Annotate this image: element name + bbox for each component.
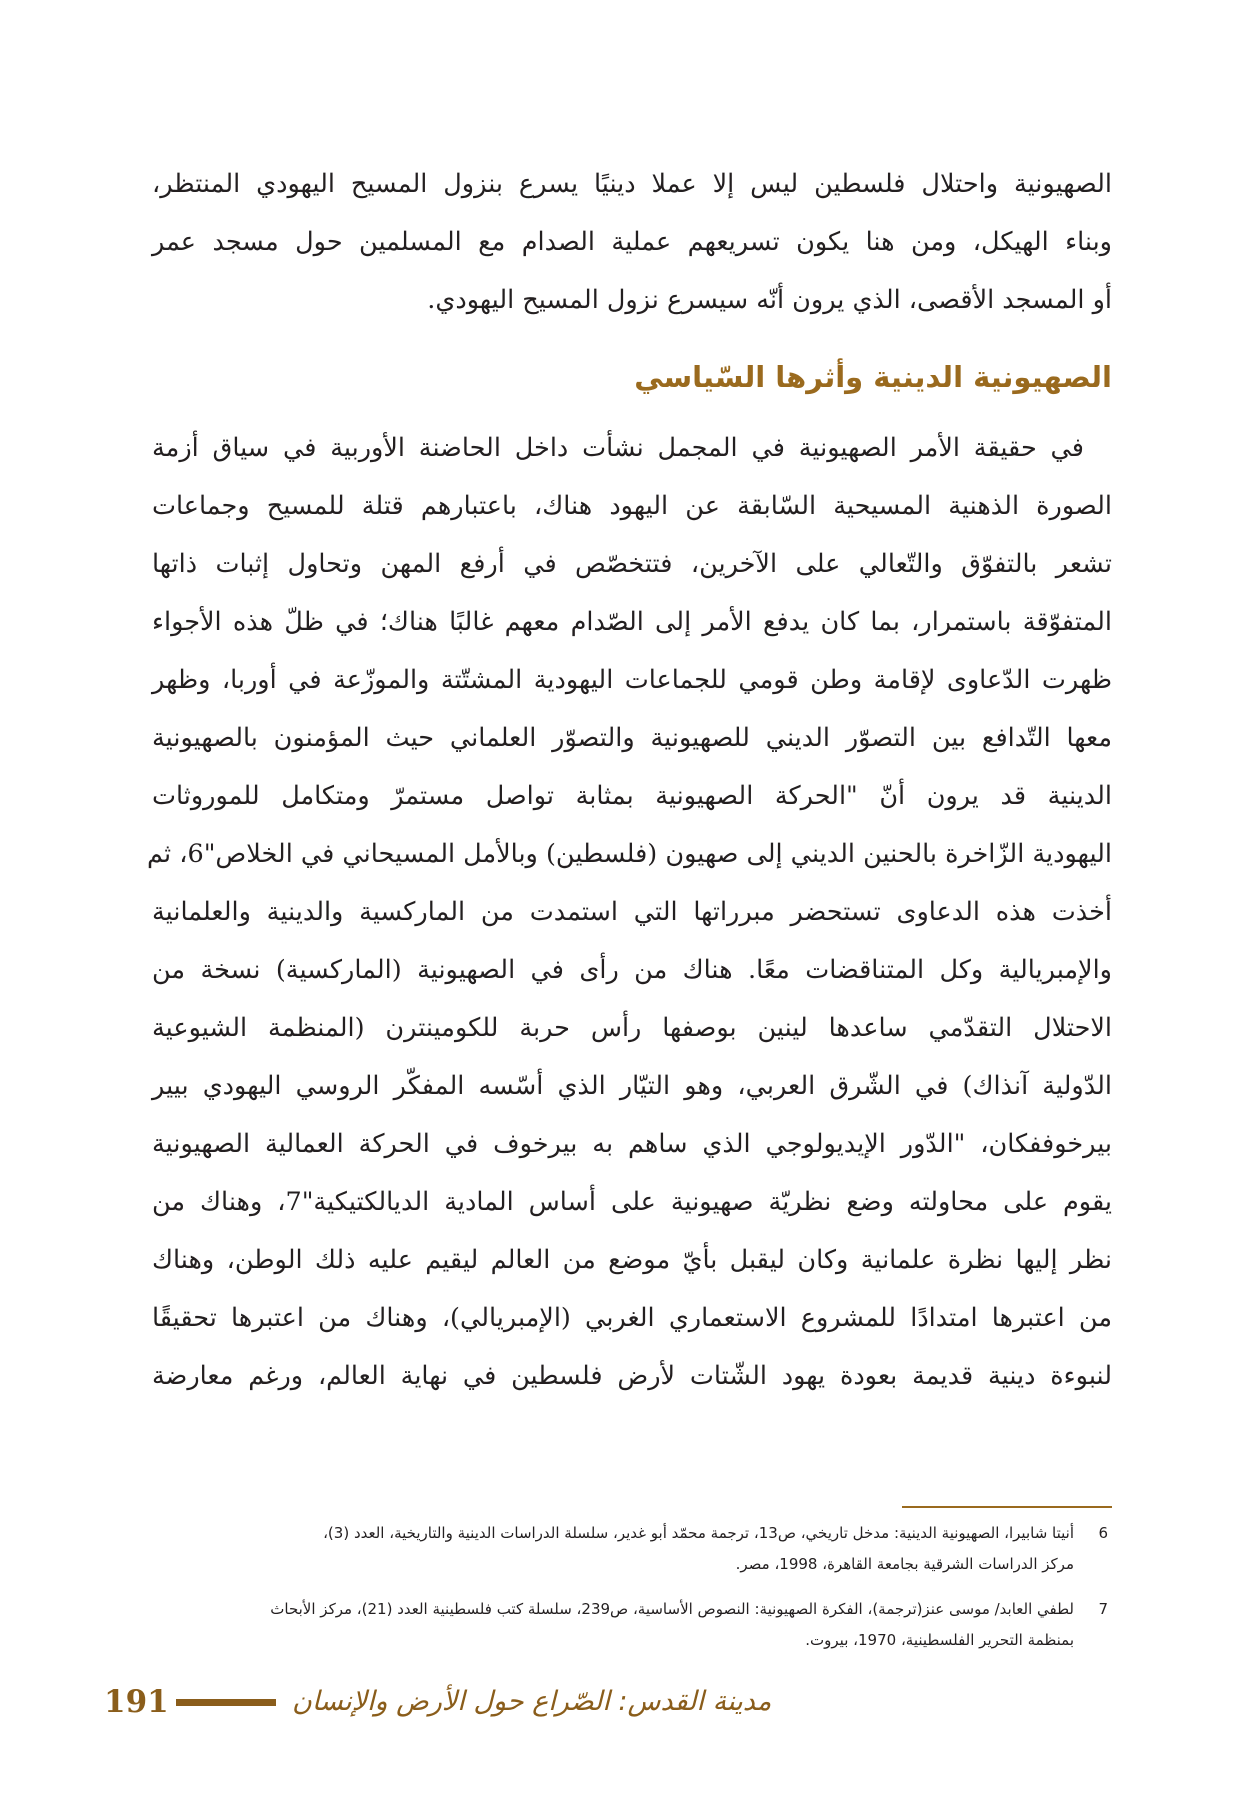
body-line: تشعر بالتفوّق والتّعالي على الآخرين، فتتخصّص في أرفع المهن وتحاول إثبات ذاتها (152, 549, 1112, 579)
intro-paragraph (152, 155, 1112, 329)
footnotes (155, 1518, 1112, 1670)
body-line: الاحتلال التقدّمي ساعدها لينين بوصفها رأس حربة للكومينترن (المنظمة الشيوعية (152, 1013, 1112, 1043)
footnote-line: لطفي العابد/ موسى عنز(ترجمة)، الفكرة الصهيونية: النصوص الأساسية، ص239، سلسلة كتب فلسطينية العدد (21)، مركز الأبحاث (270, 1600, 1074, 1618)
body-line: اليهودية الزّاخرة بالحنين الديني إلى صهيون (فلسطين) وبالأمل المسيحاني في الخلاص"6، ثم (147, 839, 1112, 869)
body-line: الصورة الذهنية المسيحية السّابقة عن اليهود هناك، باعتبارهم قتلة للمسيح وجماعات (152, 491, 1112, 521)
running-title: مدينة القدس: الصّراع حول الأرض والإنسان (292, 1686, 772, 1717)
footnote (155, 1594, 1112, 1656)
intro-line: أو المسجد الأقصى، الذي يرون أنّه سيسرع نزول المسيح اليهودي. (427, 285, 1112, 315)
page-footer (104, 1680, 772, 1724)
footnote-line: بمنظمة التحرير الفلسطينية، 1970، بيروت. (805, 1631, 1074, 1649)
body-line: لنبوءة دينية قديمة بعودة يهود الشّتات لأرض فلسطين في نهاية العالم، ورغم معارضة (152, 1361, 1112, 1391)
footer-bar (176, 1699, 276, 1706)
section-heading: الصهيونية الدينية وأثرها السّياسي (634, 360, 1112, 394)
body-line: الدينية قد يرون أنّ "الحركة الصهيونية بمثابة تواصل مستمرّ ومتكامل للموروثات (152, 781, 1112, 811)
footnote-line: مركز الدراسات الشرقية بجامعة القاهرة، 1998، مصر. (735, 1555, 1074, 1573)
footnote-line: أنيتا شابيرا، الصهيونية الدينية: مدخل تاريخي، ص13، ترجمة محمّد أبو غدير، سلسلة الدراسات الدينية والتاريخية، العدد (3)، (323, 1524, 1074, 1542)
page-number: 191 (104, 1684, 169, 1720)
body-line: بيرخوففكان، "الدّور الإيديولوجي الذي ساهم به بيرخوف في الحركة العمالية الصهيونية (152, 1129, 1112, 1159)
footnote-number: 6 (1098, 1524, 1108, 1542)
body-line: والإمبريالية وكل المتناقضات معًا. هناك من رأى في الصهيونية (الماركسية) نسخة من (152, 955, 1112, 985)
footnote-divider (902, 1506, 1112, 1508)
body-line: أخذت هذه الدعاوى تستحضر مبرراتها التي استمدت من الماركسية والدينية والعلمانية (152, 897, 1112, 927)
footnote-number: 7 (1098, 1600, 1108, 1618)
intro-line: وبناء الهيكل، ومن هنا يكون تسريعهم عملية الصدام مع المسلمين حول مسجد عمر (152, 227, 1112, 257)
body-line: المتفوّقة باستمرار، بما كان يدفع الأمر إلى الصّدام معهم غالبًا هناك؛ في ظلّ هذه الأجواء (152, 607, 1112, 637)
body-line: من اعتبرها امتدادًا للمشروع الاستعماري الغربي (الإمبريالي)، وهناك من اعتبرها تحقيقًا (152, 1303, 1112, 1333)
body-paragraph (147, 419, 1112, 1405)
body-line: نظر إليها نظرة علمانية وكان ليقبل بأيّ موضع من العالم ليقيم عليه ذلك الوطن، وهناك (152, 1245, 1112, 1275)
footnote (155, 1518, 1112, 1580)
body-line: ظهرت الدّعاوى لإقامة وطن قومي للجماعات اليهودية المشتّتة والموزّعة في أوربا، وظهر (152, 665, 1112, 695)
intro-line: الصهيونية واحتلال فلسطين ليس إلا عملا دينيًا يسرع بنزول المسيح اليهودي المنتظر، (152, 169, 1112, 199)
body-line: في حقيقة الأمر الصهيونية في المجمل نشأت داخل الحاضنة الأوربية في سياق أزمة (152, 433, 1084, 463)
body-line: يقوم على محاولته وضع نظريّة صهيونية على أساس المادية الديالكتيكية"7، وهناك من (152, 1187, 1112, 1217)
body-line: الدّولية آنذاك) في الشّرق العربي، وهو التيّار الذي أسّسه المفكّر الروسي اليهودي بيير (152, 1071, 1112, 1101)
body-line: معها التّدافع بين التصوّر الديني للصهيونية والتصوّر العلماني حيث المؤمنون بالصهيونية (152, 723, 1112, 753)
